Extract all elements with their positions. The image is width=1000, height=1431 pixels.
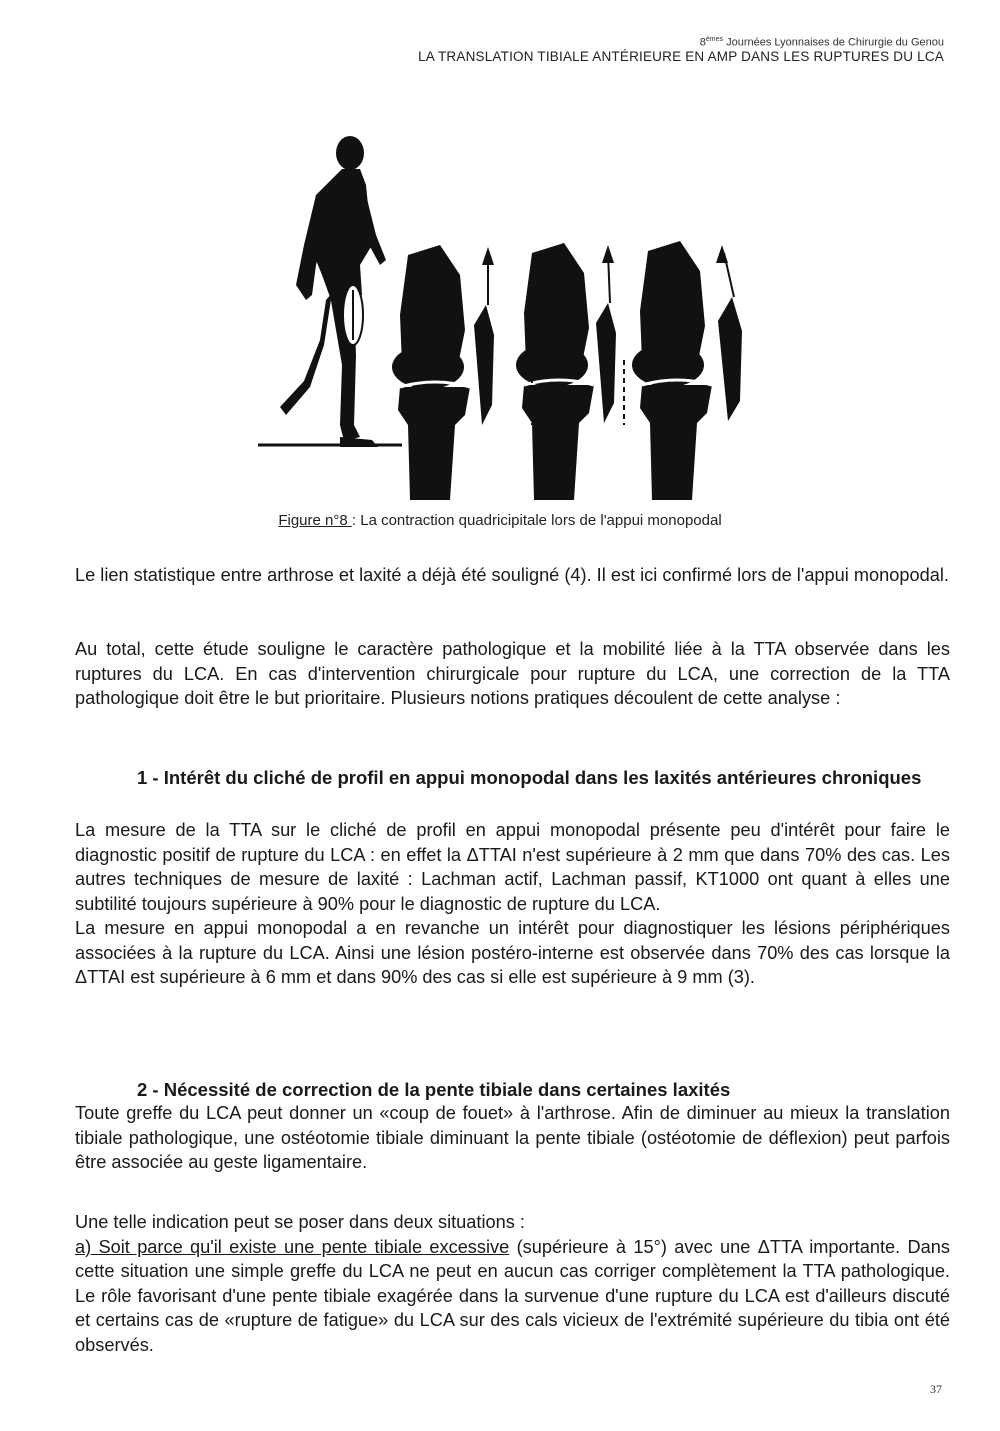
section-1-body — [75, 818, 950, 990]
paragraph-deux-situations: Une telle indication peut se poser dans deux situations : — [75, 1212, 525, 1232]
paragraph-au-total: Au total, cette étude souligne le caractère pathologique et la mobilité liée à la TTA observée dans les ruptures du LCA. En cas d'intervention chirurgicale pour rupture du LCA, une correction de la TTA pathologique doit être le but prioritaire. Plusieurs notions pratiques découlent de cette analyse : — [75, 639, 950, 708]
paragraph-situation-a — [75, 1235, 950, 1358]
paragraph-greffe-lca: Toute greffe du LCA peut donner un «coup de fouet» à l'arthrose. Afin de diminuer au mieux la translation tibiale pathologique, une ostéotomie tibiale diminuant la pente tibiale (ostéotomie de déflexion) peut parfois être associée au geste ligamentaire. — [75, 1103, 950, 1172]
figure-caption — [0, 512, 1000, 529]
section-heading-2: 2 - Nécessité de correction de la pente tibiale dans certaines laxités — [137, 1079, 731, 1100]
section-heading-1: 1 - Intérêt du cliché de profil en appui monopodal dans les laxités antérieures chroniques — [137, 767, 922, 788]
situation-a-text: (supérieure à 15°) avec une ΔTTA importante. Dans cette situation une simple greffe du LCA ne peut en aucun cas corriger complètement la TTA pathologique. Le rôle favorisant d'une pente tibiale exagérée dans la survenue d'une rupture du LCA est d'ailleurs discuté et certains cas de «rupture de fatigue» du LCA sur des cals vicieux de l'extrémité supérieure du tibia ont été observés. — [75, 1236, 950, 1355]
paragraph-mesure-tta: La mesure de la TTA sur le cliché de profil en appui monopodal présente peu d'intérêt pour faire le diagnostic positif de rupture du LCA : en effet la ΔTTAI n'est supérieure à 2 mm que dans 70% des cas. Les autres techniques de mesure de laxité : Lachman actif, Lachman passif, KT1000 ont quant à elles une subtilité toujours supérieure à 90% pour le diagnostic de rupture du LCA. — [75, 820, 950, 914]
situation-a-label: a) Soit parce qu'il existe une pente tibiale excessive — [75, 1236, 510, 1257]
paragraph-appui-monopodal: La mesure en appui monopodal a en revanche un intérêt pour diagnostiquer les lésions périphériques associées à la rupture du LCA. Ainsi une lésion postéro-interne est observée dans 70% des cas lorsque la ΔTTAI est supérieure à 6 mm et dans 90% des cas si elle est supérieure à 9 mm (3). — [75, 918, 950, 987]
page-number: 37 — [930, 1382, 942, 1396]
section-2-situations — [75, 1210, 950, 1357]
figure-caption-text: : La contraction quadricipitale lors de l'appui monopodal — [351, 512, 722, 529]
paragraph-arthrose-laxite: Le lien statistique entre arthrose et laxité a déjà été souligné (4). Il est ici confirmé lors de l'appui monopodal. — [75, 565, 949, 585]
running-title: LA TRANSLATION TIBIALE ANTÉRIEURE EN AMP DANS LES RUPTURES DU LCA — [418, 49, 944, 65]
figure-illustration — [250, 125, 770, 505]
running-header — [418, 36, 944, 65]
figure-caption-label: Figure n°8 — [278, 512, 352, 529]
conference-name: 8èmes Journées Lyonnaises de Chirurgie du Genou — [699, 36, 944, 49]
knee-quadriceps-contraction-illustration — [250, 125, 770, 505]
